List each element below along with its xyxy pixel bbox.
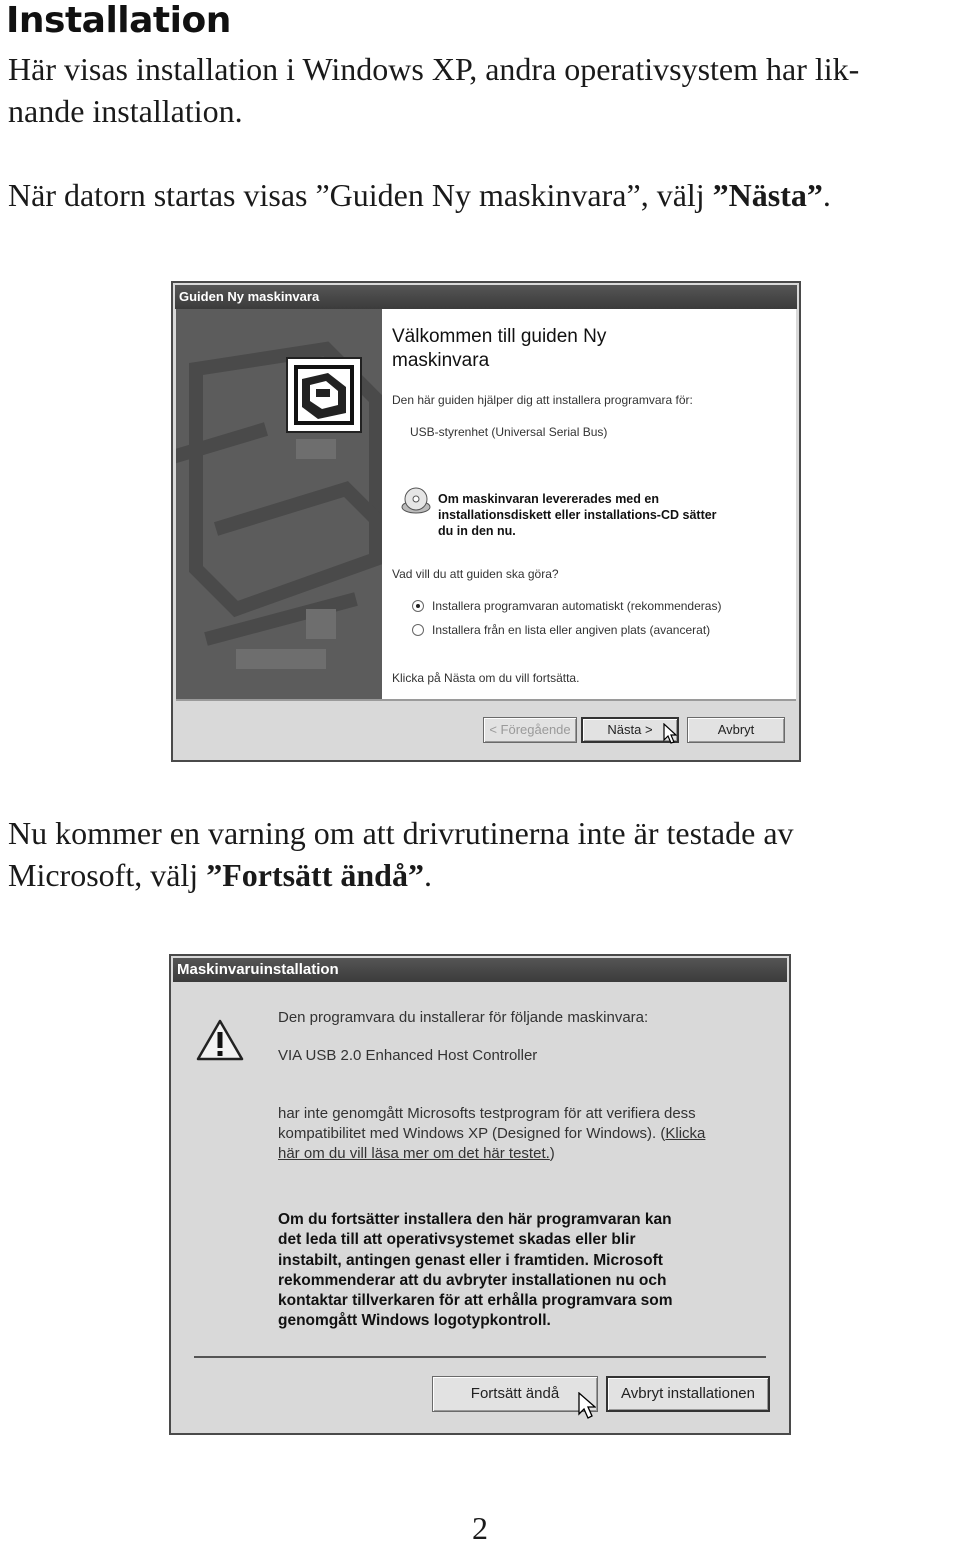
radio-install-automatic[interactable]: Installera programvaran automatiskt (rekommenderas) <box>412 599 721 613</box>
warning-title-bar: Maskinvaruinstallation <box>173 958 787 982</box>
step2-bold: ”Fortsätt ändå” <box>206 857 424 893</box>
abort-installation-button[interactable]: Avbryt installationen <box>606 1376 770 1412</box>
intro-line-2: nande installation. <box>8 93 243 129</box>
wizard-side-panel <box>176 309 382 699</box>
more-info-link[interactable]: Klicka <box>665 1125 706 1142</box>
step1-bold: ”Nästa” <box>712 177 823 213</box>
step2-line-2: Microsoft, välj ”Fortsätt ändå”. <box>8 857 432 893</box>
wizard-separator <box>176 699 796 701</box>
page-heading: Installation <box>6 0 231 41</box>
continue-anyway-button[interactable]: Fortsätt ändå <box>432 1376 598 1412</box>
wizard-heading: Välkommen till guiden Ny maskinvara <box>392 326 607 371</box>
wizard-title-bar: Guiden Ny maskinvara <box>175 285 797 309</box>
intro-paragraph <box>8 48 956 132</box>
mouse-cursor-icon <box>663 723 677 745</box>
warning-test-paragraph: har inte genomgått Microsofts testprogram för att verifiera dess kompatibilitet med Windows XP (Designed for Windows). (Klicka här om du vill läsa mer om det här testet.) <box>278 1105 706 1162</box>
next-button[interactable]: Nästa > <box>581 717 679 743</box>
radio-unselected-icon[interactable] <box>412 624 424 636</box>
step2-line-1: Nu kommer en varning om att drivrutinerna inte är testade av <box>8 815 794 851</box>
warning-separator <box>194 1356 766 1358</box>
warning-body <box>174 982 786 1430</box>
wizard-content <box>382 309 796 699</box>
hardware-icon <box>286 357 362 433</box>
step1-suffix: . <box>822 177 831 213</box>
warning-bold-paragraph: Om du fortsätter installera den här programvaran kan det leda till att operativsystemet skadas eller blir instabilt, antingen genast eller i framtiden. Microsoft rekommenderar att du avbryter installationen nu och kontaktar tillverkaren för att erhålla programvara som genomgått Windows logotypkontroll. <box>278 1211 673 1330</box>
cd-icon <box>400 485 432 517</box>
wizard-continue-hint: Klicka på Nästa om du vill fortsätta. <box>392 671 580 685</box>
mouse-cursor-icon <box>578 1392 596 1420</box>
page-number: 2 <box>472 1510 488 1546</box>
step1-text: När datorn startas visas ”Guiden Ny maskinvara”, välj <box>8 177 713 213</box>
radio-selected-icon[interactable] <box>412 600 424 612</box>
more-info-link-cont[interactable]: här om du vill läsa mer om det här testet. <box>278 1145 550 1162</box>
hardware-installation-warning-dialog <box>169 954 791 1435</box>
intro-line-1: Här visas installation i Windows XP, andra operativsystem har lik- <box>8 51 860 87</box>
warning-icon <box>196 1018 244 1062</box>
warning-device-name: VIA USB 2.0 Enhanced Host Controller <box>278 1047 538 1064</box>
new-hardware-wizard-dialog <box>171 281 801 762</box>
cancel-button[interactable]: Avbryt <box>687 717 785 743</box>
radio-install-from-list[interactable]: Installera från en lista eller angiven plats (avancerat) <box>412 623 710 637</box>
step1-paragraph <box>8 174 956 216</box>
wizard-cd-instruction: Om maskinvaran levererades med en installationsdiskett eller installations-CD sätter du in den nu. <box>438 492 717 538</box>
wizard-question: Vad vill du att guiden ska göra? <box>392 567 559 581</box>
warning-intro: Den programvara du installerar för följande maskinvara: <box>278 1009 649 1026</box>
wizard-help-text: Den här guiden hjälper dig att installera programvara för: <box>392 393 693 407</box>
step2-paragraph <box>8 812 956 896</box>
wizard-device-name: USB-styrenhet (Universal Serial Bus) <box>410 425 608 439</box>
back-button[interactable]: < Föregående <box>483 717 577 743</box>
